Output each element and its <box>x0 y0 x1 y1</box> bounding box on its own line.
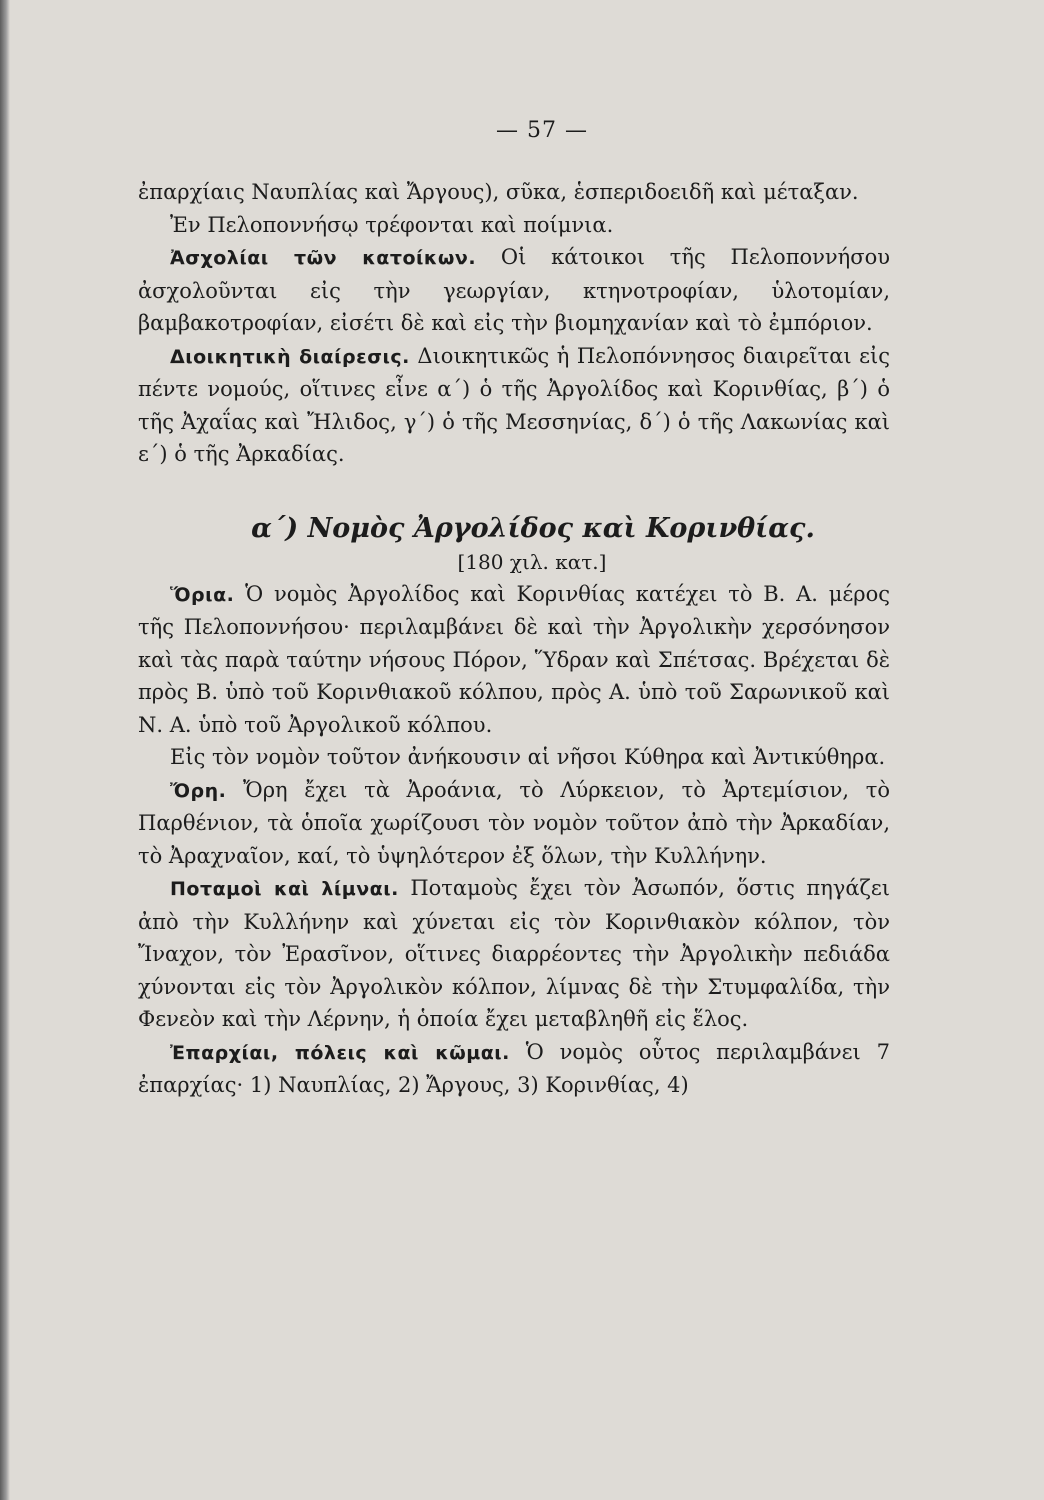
page-binding-edge <box>0 0 10 1500</box>
page-number: — 57 — <box>496 118 588 143</box>
intro-paragraph: ἐπαρχίαις Ναυπλίας καὶ Ἄργους), σῦκα, ἑσπεριδοειδῆ καὶ μέταξαν. <box>138 180 859 204</box>
rivers-heading: Ποταμοὶ καὶ λίμναι. <box>170 878 399 900</box>
page-text <box>138 176 890 1102</box>
rivers-text: Ποταμοὺς ἔχει τὸν Ἀσωπόν, ὅστις πηγάζει ἀπὸ τὴν Κυλλήνην καὶ χύνεται εἰς τὸν Κορινθιακὸν κόλπον, τὸν Ἴναχον, τὸν Ἐρασῖνον, οἵτινες διαρρέοντες τὴν Ἀργολικὴν πεδιάδα χύνονται εἰς τὸν Ἀργολικὸν κόλπον, λίμνας δὲ τὴν Στυμφαλίδα, τὴν Φενεὸν καὶ τὴν Λέρνην, ἡ ὁποία ἔχει μεταβληθῆ εἰς ἕλος. <box>138 876 891 1031</box>
mountains-paragraph <box>138 774 890 873</box>
provinces-paragraph <box>138 1036 890 1102</box>
occupations-text: Οἱ κάτοικοι τῆς Πελοποννήσου ἀσχολοῦνται εἰς τὴν γεωργίαν, κτηνοτροφίαν, ὑλοτομίαν, βαμβακοτροφίαν, εἰσέτι δὲ καὶ εἰς τὴν βιομηχανίαν καὶ τὸ ἐμπόριον. <box>138 245 891 335</box>
islands-paragraph: Εἰς τὸν νομὸν τοῦτον ἀνήκουσιν αἱ νῆσοι Κύθηρα καὶ Ἀντικύθηρα. <box>170 745 886 769</box>
provinces-text: Ὁ νομὸς οὗτος περιλαμβάνει 7 ἐπαρχίας· 1) Ναυπλίας, 2) Ἄργους, 3) Κορινθίας, 4) <box>138 1039 890 1097</box>
mountains-heading: Ὄρη. <box>170 779 227 802</box>
division-heading: Διοικητικὴ διαίρεσις. <box>170 345 410 368</box>
mountains-text: Ὄρη ἔχει τὰ Ἀροάνια, τὸ Λύρκειον, τὸ Ἀρτεμίσιον, τὸ Παρθένιον, τὰ ὁποῖα χωρίζουσι τὸν νομὸν τοῦτον ἀπὸ τὴν Ἀρκαδίαν, τὸ Ἀραχναῖον, καί, τὸ ὑψηλότερον ἐξ ὅλων, τὴν Κυλλήνην. <box>138 777 890 868</box>
provinces-heading: Ἐπαρχίαι, πόλεις καὶ κῶμαι. <box>170 1041 510 1064</box>
section-area: [180 χιλ. κατ.] <box>457 549 607 574</box>
rivers-paragraph <box>138 872 890 1036</box>
borders-heading: Ὅρια. <box>170 583 235 606</box>
division-text: Διοικητικῶς ἡ Πελοπόννησος διαιρεῖται εἰς πέντε νομούς, οἵτινες εἶνε α΄) ὁ τῆς Ἀργολίδος καὶ Κορινθίας, β΄) ὁ τῆς Ἀχαΐας καὶ Ἤλιδος, γ΄) ὁ τῆς Μεσσηνίας, δ΄) ὁ τῆς Λακωνίας καὶ ε΄) ὁ τῆς Ἀρκαδίας. <box>138 343 890 466</box>
occupations-heading: Ἀσχολίαι τῶν κατοίκων. <box>170 247 477 269</box>
section-heading: α΄) Νομὸς Ἀργολίδος καὶ Κορινθίας. <box>251 512 815 544</box>
division-paragraph <box>138 340 890 471</box>
borders-paragraph <box>138 578 890 742</box>
occupations-paragraph <box>138 241 890 340</box>
livestock-paragraph: Ἐν Πελοποννήσῳ τρέφονται καὶ ποίμνια. <box>170 212 614 237</box>
borders-text: Ὁ νομὸς Ἀργολίδος καὶ Κορινθίας κατέχει τὸ Β. Α. μέρος τῆς Πελοποννήσου· περιλαμβάνει δὲ καὶ τὴν Ἀργολικὴν χερσόνησον καὶ τὰς παρὰ ταύτην νήσους Πόρον, Ὕδραν καὶ Σπέτσας. Βρέχεται δὲ πρὸς Β. ὑπὸ τοῦ Κορινθιακοῦ κόλπου, πρὸς Α. ὑπὸ τοῦ Σαρωνικοῦ καὶ Ν. Α. ὑπὸ τοῦ Ἀργολικοῦ κόλπου. <box>138 581 891 737</box>
